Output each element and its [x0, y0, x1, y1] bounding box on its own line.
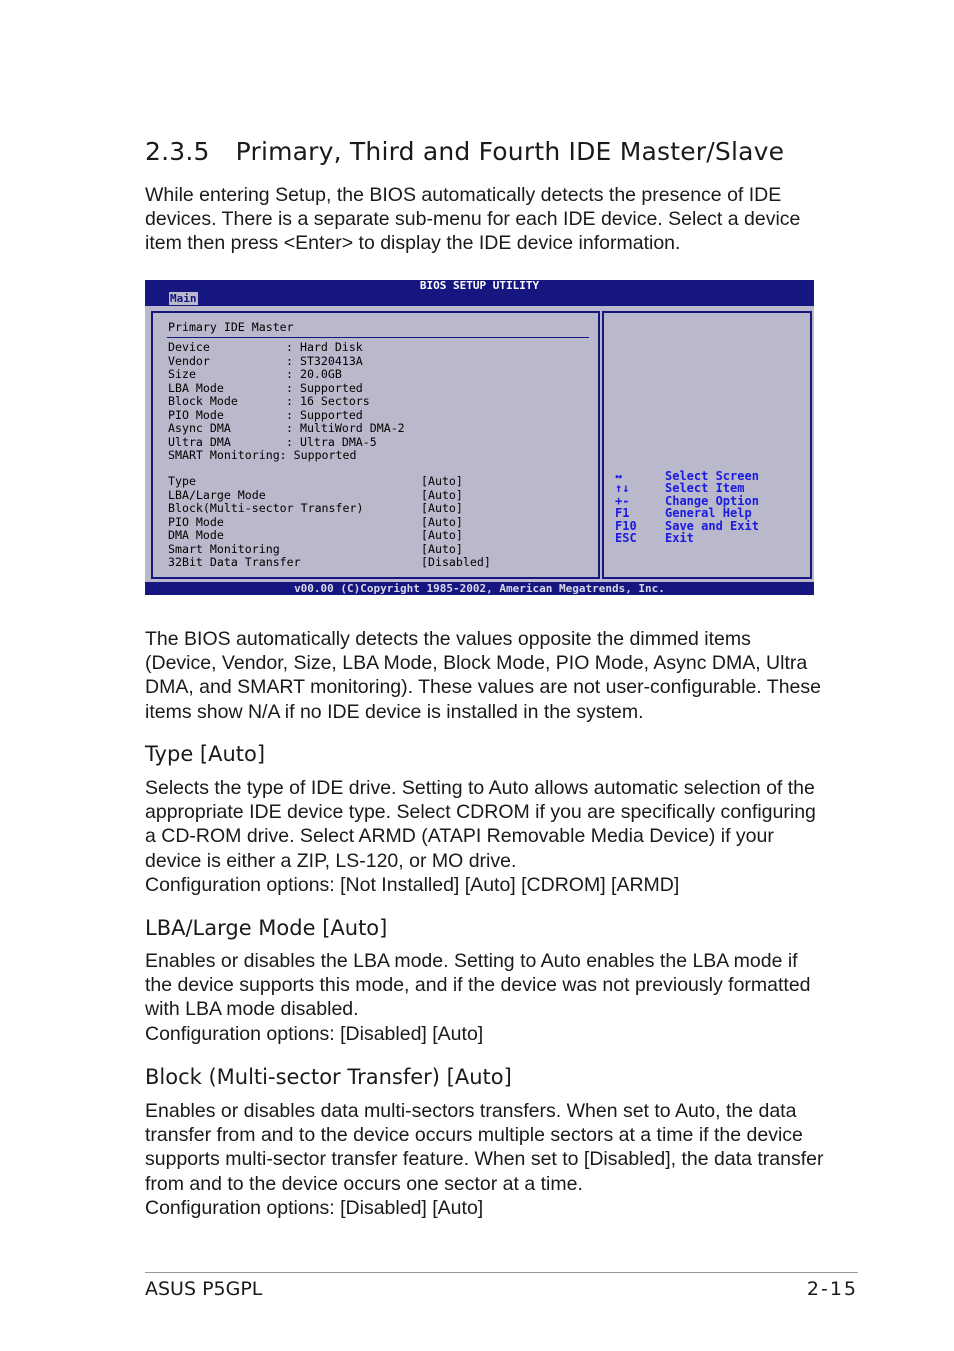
footer-page-number: 2-15: [806, 1278, 858, 1300]
bios-help-panel: [602, 311, 812, 579]
bios-device-info: [168, 341, 405, 463]
bios-help-row: F1 General Help: [615, 506, 752, 521]
bios-panel-header: Primary IDE Master: [168, 320, 294, 334]
bios-help-row: +- Change Option: [615, 493, 759, 508]
bios-info-row: Size : 20.0GB: [168, 367, 342, 381]
bios-info-smart: SMART Monitoring: Supported: [168, 448, 357, 462]
arrows-horizontal-icon: ↔: [615, 469, 623, 483]
bios-setting-block-transfer[interactable]: Block(Multi-sector Transfer) [Auto]: [168, 501, 463, 515]
bios-info-row: Device : Hard Disk: [168, 340, 363, 354]
block-options: Configuration options: [Disabled] [Auto]: [145, 1197, 484, 1219]
type-options: Configuration options: [Not Installed] [Auto] [CDROM] [ARMD]: [145, 874, 680, 896]
bios-setting-32bit-transfer[interactable]: 32Bit Data Transfer [Disabled]: [168, 555, 491, 569]
bios-screenshot: [145, 280, 814, 595]
footer-product: ASUS P5GPL: [145, 1278, 263, 1300]
plus-minus-key: +-: [615, 493, 630, 508]
bios-divider: [167, 337, 589, 338]
bios-setting-lba-large-mode[interactable]: LBA/Large Mode [Auto]: [168, 487, 463, 502]
bios-help-row: ESC Exit: [615, 530, 694, 545]
type-body: Selects the type of IDE drive. Setting to Auto allows automatic selection of the appropriate IDE device type. Select CDROM if you are specifically configuring a CD-ROM drive. Select ARMD (ATAPI Removable Media Device) if your device is either a ZIP, LS-120, or MO drive.: [145, 777, 816, 872]
bios-setting-dma-mode[interactable]: DMA Mode [Auto]: [168, 528, 463, 542]
lba-options: Configuration options: [Disabled] [Auto]: [145, 1023, 484, 1045]
bios-help-row: ↑↓ Select Item: [615, 481, 745, 496]
bios-info-row: Vendor : ST320413A: [168, 353, 363, 368]
bios-settings-list: [168, 475, 491, 570]
bios-info-row: Ultra DMA : Ultra DMA-5: [168, 434, 377, 449]
bios-info-row: Block Mode : 16 Sectors: [168, 394, 370, 408]
bios-info-row: Async DMA : MultiWord DMA-2: [168, 421, 405, 435]
bios-key-legend: [615, 470, 759, 544]
bios-title: BIOS SETUP UTILITY: [419, 279, 540, 292]
footer-rule: [145, 1272, 858, 1273]
bios-tab-main[interactable]: Main: [170, 292, 197, 305]
bios-info-row: LBA Mode : Supported: [168, 380, 363, 395]
bios-help-row: F10 Save and Exit: [615, 518, 759, 533]
bios-setting-type[interactable]: Type [Auto]: [168, 474, 463, 488]
block-body: Enables or disables data multi-sectors transfers. When set to Auto, the data transfer from and to the device occurs multiple sectors at a time if the device supports multi-sector transfer feature. When set to [Disabled], the data transfer from and to the device occurs one sector at a time.: [145, 1100, 824, 1195]
section-number: 2.3.5: [145, 137, 210, 166]
bios-footer: v00.00 (C)Copyright 1985-2002, American Megatrends, Inc.: [145, 582, 814, 595]
bios-help-row: ↔ Select Screen: [615, 469, 759, 483]
arrows-vertical-icon: ↑↓: [615, 481, 630, 496]
bios-setting-pio-mode[interactable]: PIO Mode [Auto]: [168, 514, 463, 529]
section-title-text: Primary, Third and Fourth IDE Master/Slave: [235, 137, 785, 166]
lba-body: Enables or disables the LBA mode. Setting to Auto enables the LBA mode if the device supports this mode, and if the device was not previously formatted with LBA mode disabled.: [145, 950, 811, 1021]
bios-left-panel: [151, 311, 600, 579]
lba-heading: LBA/Large Mode [Auto]: [145, 916, 388, 940]
type-heading: Type [Auto]: [145, 742, 266, 766]
f10-key: F10: [615, 518, 637, 533]
esc-key: ESC: [615, 530, 637, 545]
f1-key: F1: [615, 506, 630, 521]
after-bios-paragraph: The BIOS automatically detects the values opposite the dimmed items (Device, Vendor, Size, LBA Mode, Block Mode, PIO Mode, Async DMA, Ultra DMA, and SMART monitoring). These values are not user-configurable. These items show N/A if no IDE device is installed in the system.: [145, 628, 821, 723]
block-heading: Block (Multi-sector Transfer) [Auto]: [145, 1065, 512, 1089]
bios-info-row: PIO Mode : Supported: [168, 407, 363, 422]
section-title: [145, 137, 784, 166]
bios-setting-smart-monitoring[interactable]: Smart Monitoring [Auto]: [168, 541, 463, 556]
intro-paragraph: While entering Setup, the BIOS automatically detects the presence of IDE devices. There is a separate sub-menu for each IDE device. Select a device item then press <Enter> to display the IDE device information.: [145, 184, 801, 255]
